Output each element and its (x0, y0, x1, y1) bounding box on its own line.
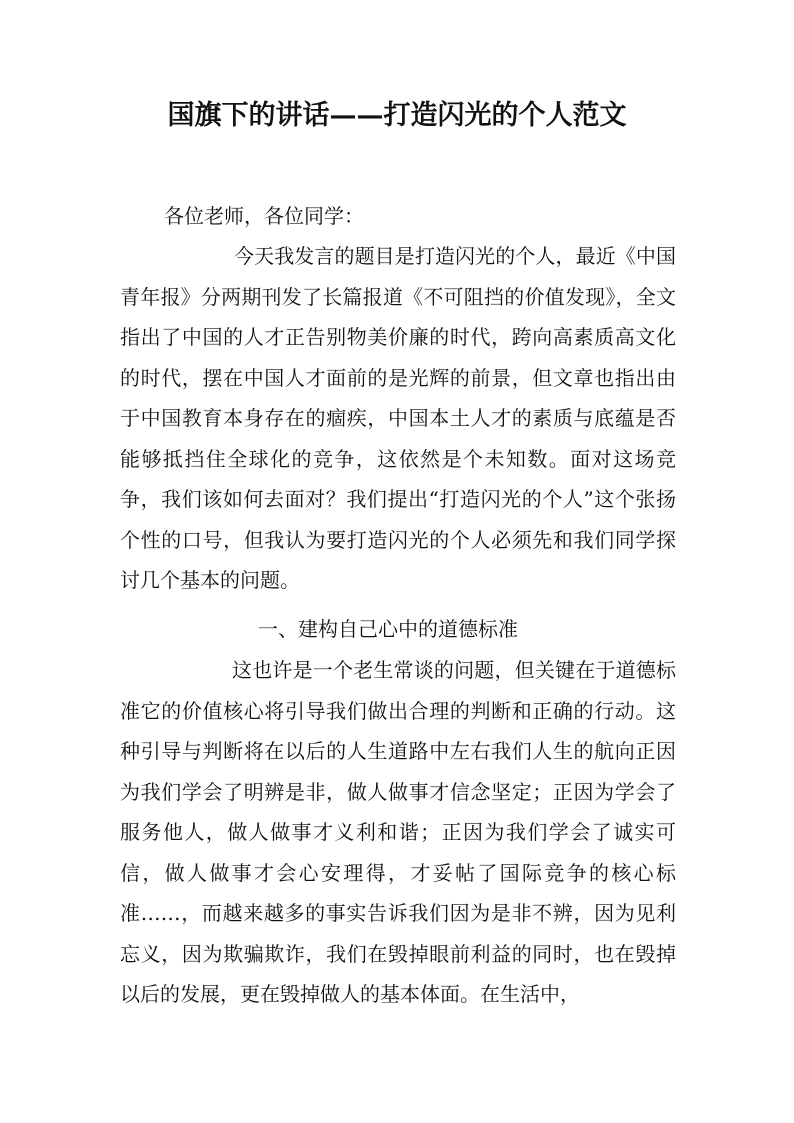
document-title: 国旗下的讲话——打造闪光的个人范文 (167, 100, 627, 131)
paragraph-section-one: 这也许是一个老生常谈的问题，但关键在于道德标准它的价值核心将引导我们做出合理的判断和正确的行动。这种引导与判断将在以后的人生道路中左右我们人生的航向正因为我们学会了明辨是非，做人做事才信念坚定；正因为学会了服务他人，做人做事才义利和谐；正因为我们学会了诚实可信，做人做事才会心安理得，才妥帖了国际竞争的核心标准……，而越来越多的事实告诉我们因为是非不辨，因为见利忘义，因为欺骗欺诈，我们在毁掉眼前利益的同时，也在毁掉以后的发展，更在毁掉做人的基本体面。在生活中， (120, 658, 676, 1006)
paragraph-intro: 今天我发言的题目是打造闪光的个人，最近《中国青年报》分两期刊发了长篇报道《不可阻挡的价值发现》，全文指出了中国的人才正告别物美价廉的时代，跨向高素质高文化的时代，摆在中国人才面前的是光辉的前景，但文章也指出由于中国教育本身存在的痼疾，中国本土人才的素质与底蕴是否能够抵挡住全球化的竞争，这依然是个未知数。面对这场竞争，我们该如何去面对？我们提出“打造闪光的个人”这个张扬个性的口号，但我认为要打造闪光的个人必须先和我们同学探讨几个基本的问题。 (120, 244, 676, 592)
section-heading: 一、建构自己心中的道德标准 (258, 617, 518, 641)
greeting-line: 各位老师，各位同学： (164, 204, 364, 228)
